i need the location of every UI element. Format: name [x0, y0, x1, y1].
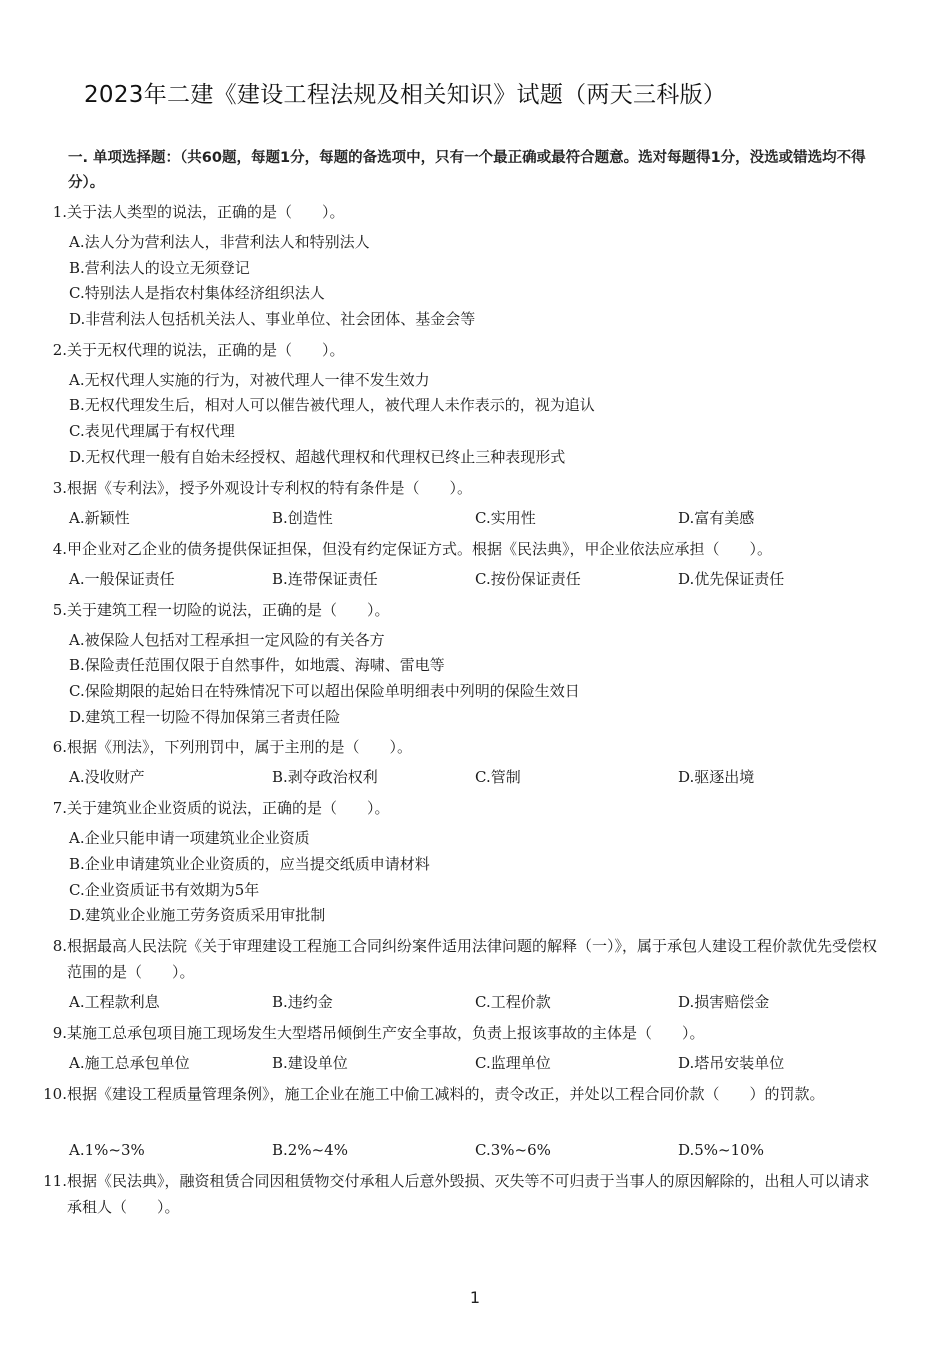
question-7 — [50, 795, 880, 933]
option-list — [50, 760, 880, 795]
option-c: C.保险期限的起始日在特殊情况下可以超出保险单明细表中列明的保险生效日 — [69, 681, 580, 700]
page-title: 2023年二建《建设工程法规及相关知识》试题（两天三科版） — [84, 82, 727, 108]
option-a: A.1%~3% — [69, 1141, 145, 1159]
option-b: B.企业申请建筑业企业资质的，应当提交纸质申请材料 — [69, 854, 430, 873]
option-b: B.剥夺政治权利 — [272, 768, 378, 787]
question-stem — [50, 933, 880, 985]
option-a: A.无权代理人实施的行为，对被代理人一律不发生效力 — [69, 370, 430, 389]
question-number: 10. — [43, 1085, 67, 1103]
question-5 — [50, 597, 880, 735]
question-stem — [50, 536, 880, 562]
question-text: 根据最高人民法院《关于审理建设工程施工合同纠纷案件适用法律问题的解释（一）》，属于承包人建设工程价款优先受偿权范围的是（ ）。 — [67, 937, 878, 981]
question-number: 3. — [52, 478, 67, 497]
option-a: A.施工总承包单位 — [69, 1054, 190, 1072]
question-number: 9. — [52, 1024, 67, 1042]
option-d: D.建筑工程一切险不得加保第三者责任险 — [69, 707, 341, 726]
page-number: 1 — [469, 1288, 481, 1307]
option-a: A.法人分为营利法人，非营利法人和特别法人 — [69, 233, 370, 251]
question-stem — [50, 199, 880, 225]
question-text: 根据《建设工程质量管理条例》，施工企业在施工中偷工减料的，责令改正，并处以工程合同价款（ ）的罚款。 — [67, 1085, 825, 1103]
option-c: C.按份保证责任 — [475, 569, 581, 588]
question-10 — [43, 1081, 880, 1168]
question-text: 关于无权代理的说法，正确的是（ ）。 — [67, 340, 345, 359]
question-stem — [50, 475, 880, 501]
option-d: D.驱逐出境 — [678, 768, 755, 787]
question-stem — [43, 1168, 880, 1220]
option-list — [50, 1046, 880, 1081]
question-number: 7. — [52, 799, 67, 818]
question-1 — [50, 199, 880, 337]
question-list — [43, 199, 880, 1220]
question-6 — [50, 734, 880, 795]
question-number: 6. — [52, 738, 67, 757]
question-number: 2. — [52, 340, 67, 359]
option-d: D.损害赔偿金 — [678, 993, 770, 1011]
option-b: B.创造性 — [272, 508, 333, 527]
option-b: B.建设单位 — [272, 1054, 348, 1072]
option-b: B.营利法人的设立无须登记 — [69, 258, 250, 277]
question-9 — [50, 1020, 880, 1081]
question-text: 根据《民法典》，融资租赁合同因租赁物交付承租人后意外毁损、灭失等不可归责于当事人的原因解除的，出租人可以请求承租人（ ）。 — [67, 1172, 870, 1216]
question-text: 关于法人类型的说法，正确的是（ ）。 — [67, 203, 345, 221]
option-d: D.建筑业企业施工劳务资质采用审批制 — [69, 906, 326, 925]
option-c: C.表见代理属于有权代理 — [69, 422, 235, 441]
option-c: C.管制 — [475, 768, 521, 787]
question-text: 关于建筑业企业资质的说法，正确的是（ ）。 — [67, 799, 390, 818]
option-b: B.违约金 — [272, 993, 333, 1011]
option-c: C.实用性 — [475, 508, 536, 527]
question-stem — [50, 795, 880, 821]
question-text: 甲企业对乙企业的债务提供保证担保，但没有约定保证方式。根据《民法典》，甲企业依法应承担（ ）。 — [67, 539, 773, 558]
option-list — [50, 623, 880, 735]
option-d: D.非营利法人包括机关法人、事业单位、社会团体、基金会等 — [69, 310, 476, 329]
option-a: A.新颖性 — [69, 508, 130, 527]
question-stem — [50, 337, 880, 363]
option-list — [50, 363, 880, 475]
option-c: C.工程价款 — [475, 993, 551, 1011]
option-d: D.优先保证责任 — [678, 569, 785, 588]
question-2 — [50, 337, 880, 475]
option-list — [50, 501, 880, 536]
option-d: D.5%~10% — [678, 1141, 764, 1159]
option-b: B.2%~4% — [272, 1141, 348, 1159]
option-d: D.富有美感 — [678, 508, 755, 527]
question-number: 4. — [52, 539, 67, 558]
option-b: B.连带保证责任 — [272, 569, 378, 588]
option-c: C.3%~6% — [475, 1141, 551, 1159]
section-heading: 一. 单项选择题：（共60题，每题1分，每题的备选项中，只有一个最正确或最符合题意。选对每题得1分，没选或错选均不得分）。 — [68, 150, 866, 191]
option-d: D.无权代理一般有自始未经授权、超越代理权和代理权已终止三种表现形式 — [69, 447, 566, 466]
option-c: C.企业资质证书有效期为5年 — [69, 880, 260, 899]
option-a: A.一般保证责任 — [69, 569, 175, 588]
question-4 — [50, 536, 880, 597]
question-stem — [50, 734, 880, 760]
option-list — [50, 821, 880, 933]
option-c: C.监理单位 — [475, 1054, 551, 1072]
option-a: A.被保险人包括对工程承担一定风险的有关各方 — [69, 630, 385, 649]
option-list — [50, 562, 880, 597]
option-list — [50, 225, 880, 337]
option-d: D.塔吊安装单位 — [678, 1054, 785, 1072]
option-a: A.工程款利息 — [69, 993, 160, 1011]
question-number: 5. — [52, 600, 67, 619]
question-stem — [50, 597, 880, 623]
option-b: B.无权代理发生后，相对人可以催告被代理人，被代理人未作表示的，视为追认 — [69, 396, 595, 415]
option-b: B.保险责任范围仅限于自然事件，如地震、海啸、雷电等 — [69, 656, 445, 675]
question-text: 根据《刑法》，下列刑罚中，属于主刑的是（ ）。 — [67, 738, 413, 757]
question-number: 8. — [52, 937, 67, 955]
option-a: A.没收财产 — [69, 768, 145, 787]
option-a: A.企业只能申请一项建筑业企业资质 — [69, 829, 310, 848]
question-number: 11. — [43, 1172, 67, 1190]
question-stem — [43, 1081, 880, 1133]
question-number: 1. — [52, 203, 67, 221]
question-text: 某施工总承包项目施工现场发生大型塔吊倾倒生产安全事故，负责上报该事故的主体是（ ）。 — [67, 1024, 705, 1042]
question-11 — [43, 1168, 880, 1220]
question-text: 根据《专利法》，授予外观设计专利权的特有条件是（ ）。 — [67, 478, 473, 497]
question-8 — [50, 933, 880, 1020]
question-text: 关于建筑工程一切险的说法，正确的是（ ）。 — [67, 600, 390, 619]
option-c: C.特别法人是指农村集体经济组织法人 — [69, 284, 325, 303]
option-list — [50, 985, 880, 1020]
option-list — [50, 1133, 880, 1168]
question-3 — [50, 475, 880, 536]
question-stem — [50, 1020, 880, 1046]
